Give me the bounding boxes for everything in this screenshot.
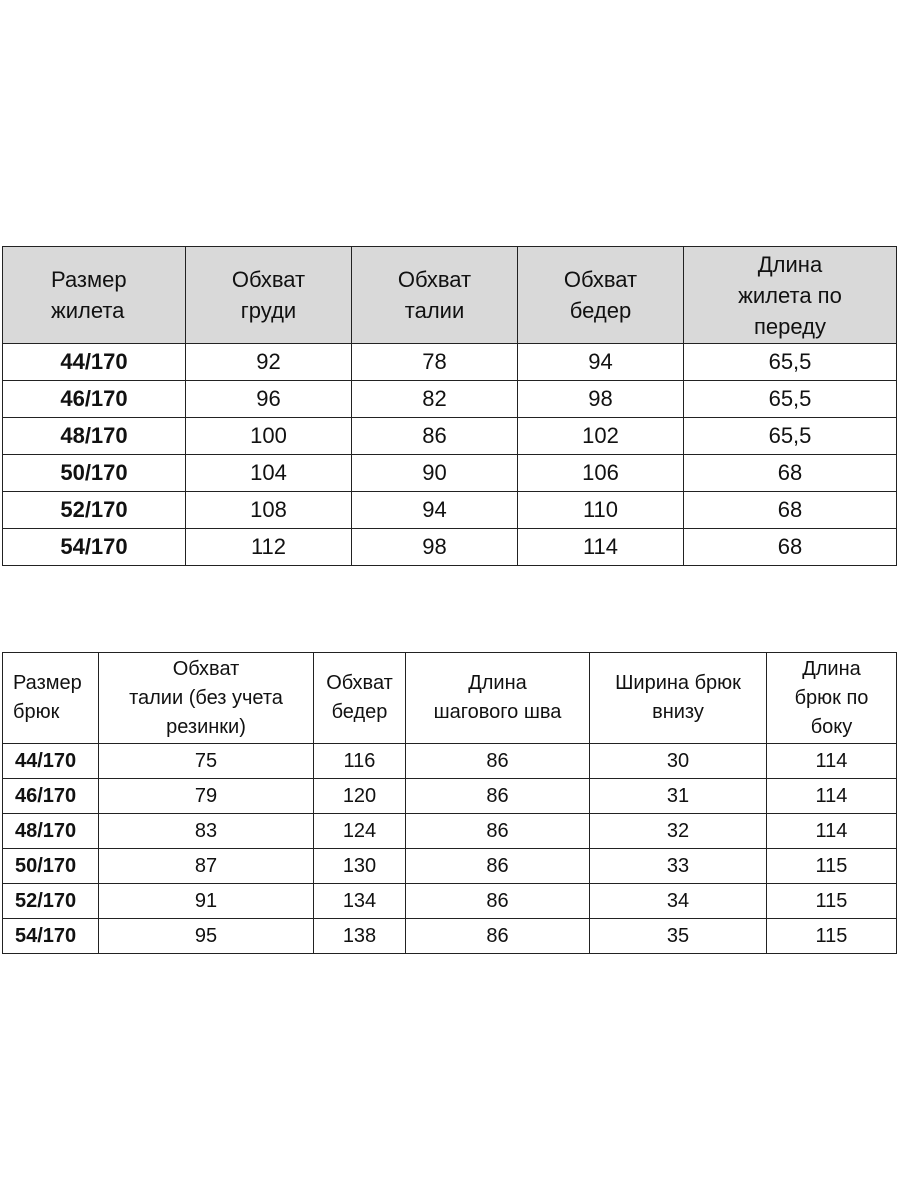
size-cell: 54/170 xyxy=(3,919,99,954)
waist-cell: 87 xyxy=(99,849,314,884)
table-row xyxy=(3,492,897,529)
inseam-cell: 86 xyxy=(406,744,590,779)
hem-width-cell: 35 xyxy=(590,919,767,954)
hips-cell: 94 xyxy=(518,344,684,381)
length-cell: 68 xyxy=(684,492,897,529)
side-length-cell: 114 xyxy=(767,744,897,779)
chest-cell: 100 xyxy=(186,418,352,455)
side-length-cell: 114 xyxy=(767,779,897,814)
waist-cell: 75 xyxy=(99,744,314,779)
vest-header-chest: Обхват груди xyxy=(186,247,352,344)
size-cell: 52/170 xyxy=(3,884,99,919)
hips-cell: 124 xyxy=(314,814,406,849)
size-cell: 50/170 xyxy=(3,849,99,884)
side-length-cell: 115 xyxy=(767,849,897,884)
side-length-cell: 114 xyxy=(767,814,897,849)
chest-cell: 104 xyxy=(186,455,352,492)
size-cell: 52/170 xyxy=(3,492,186,529)
size-cell: 48/170 xyxy=(3,418,186,455)
waist-cell: 98 xyxy=(352,529,518,566)
hips-cell: 98 xyxy=(518,381,684,418)
hips-cell: 120 xyxy=(314,779,406,814)
table-row xyxy=(3,814,897,849)
hem-width-cell: 34 xyxy=(590,884,767,919)
waist-cell: 78 xyxy=(352,344,518,381)
chest-cell: 92 xyxy=(186,344,352,381)
length-cell: 68 xyxy=(684,455,897,492)
vest-size-table xyxy=(2,246,897,566)
inseam-cell: 86 xyxy=(406,849,590,884)
pants-header-hem-width: Ширина брюк внизу xyxy=(590,653,767,744)
size-cell: 46/170 xyxy=(3,381,186,418)
waist-cell: 95 xyxy=(99,919,314,954)
hips-cell: 138 xyxy=(314,919,406,954)
hem-width-cell: 31 xyxy=(590,779,767,814)
waist-cell: 79 xyxy=(99,779,314,814)
table-row xyxy=(3,919,897,954)
table-row xyxy=(3,344,897,381)
side-length-cell: 115 xyxy=(767,919,897,954)
size-cell: 48/170 xyxy=(3,814,99,849)
length-cell: 68 xyxy=(684,529,897,566)
hips-cell: 130 xyxy=(314,849,406,884)
waist-cell: 82 xyxy=(352,381,518,418)
inseam-cell: 86 xyxy=(406,779,590,814)
vest-header-length: Длина жилета по переду xyxy=(684,247,897,344)
vest-header-waist: Обхват талии xyxy=(352,247,518,344)
chest-cell: 108 xyxy=(186,492,352,529)
size-cell: 44/170 xyxy=(3,344,186,381)
table-row xyxy=(3,529,897,566)
inseam-cell: 86 xyxy=(406,919,590,954)
hips-cell: 106 xyxy=(518,455,684,492)
size-cell: 50/170 xyxy=(3,455,186,492)
hips-cell: 102 xyxy=(518,418,684,455)
pants-size-table xyxy=(2,652,897,954)
waist-cell: 90 xyxy=(352,455,518,492)
hem-width-cell: 30 xyxy=(590,744,767,779)
table-row xyxy=(3,455,897,492)
inseam-cell: 86 xyxy=(406,884,590,919)
pants-header-row xyxy=(3,653,897,744)
size-cell: 44/170 xyxy=(3,744,99,779)
waist-cell: 86 xyxy=(352,418,518,455)
length-cell: 65,5 xyxy=(684,381,897,418)
waist-cell: 91 xyxy=(99,884,314,919)
table-row xyxy=(3,744,897,779)
chest-cell: 96 xyxy=(186,381,352,418)
hem-width-cell: 33 xyxy=(590,849,767,884)
hips-cell: 114 xyxy=(518,529,684,566)
table-row xyxy=(3,418,897,455)
hem-width-cell: 32 xyxy=(590,814,767,849)
hips-cell: 134 xyxy=(314,884,406,919)
vest-header-size: Размер жилета xyxy=(3,247,186,344)
pants-header-size: Размер брюк xyxy=(3,653,99,744)
length-cell: 65,5 xyxy=(684,418,897,455)
inseam-cell: 86 xyxy=(406,814,590,849)
table-row xyxy=(3,381,897,418)
hips-cell: 116 xyxy=(314,744,406,779)
length-cell: 65,5 xyxy=(684,344,897,381)
waist-cell: 83 xyxy=(99,814,314,849)
pants-header-side-length: Длина брюк по боку xyxy=(767,653,897,744)
hips-cell: 110 xyxy=(518,492,684,529)
side-length-cell: 115 xyxy=(767,884,897,919)
vest-header-hips: Обхват бедер xyxy=(518,247,684,344)
size-cell: 46/170 xyxy=(3,779,99,814)
table-row xyxy=(3,849,897,884)
size-cell: 54/170 xyxy=(3,529,186,566)
vest-header-row xyxy=(3,247,897,344)
pants-header-inseam: Длина шагового шва xyxy=(406,653,590,744)
pants-header-hips: Обхват бедер xyxy=(314,653,406,744)
table-row xyxy=(3,779,897,814)
table-row xyxy=(3,884,897,919)
pants-header-waist: Обхват талии (без учета резинки) xyxy=(99,653,314,744)
waist-cell: 94 xyxy=(352,492,518,529)
chest-cell: 112 xyxy=(186,529,352,566)
